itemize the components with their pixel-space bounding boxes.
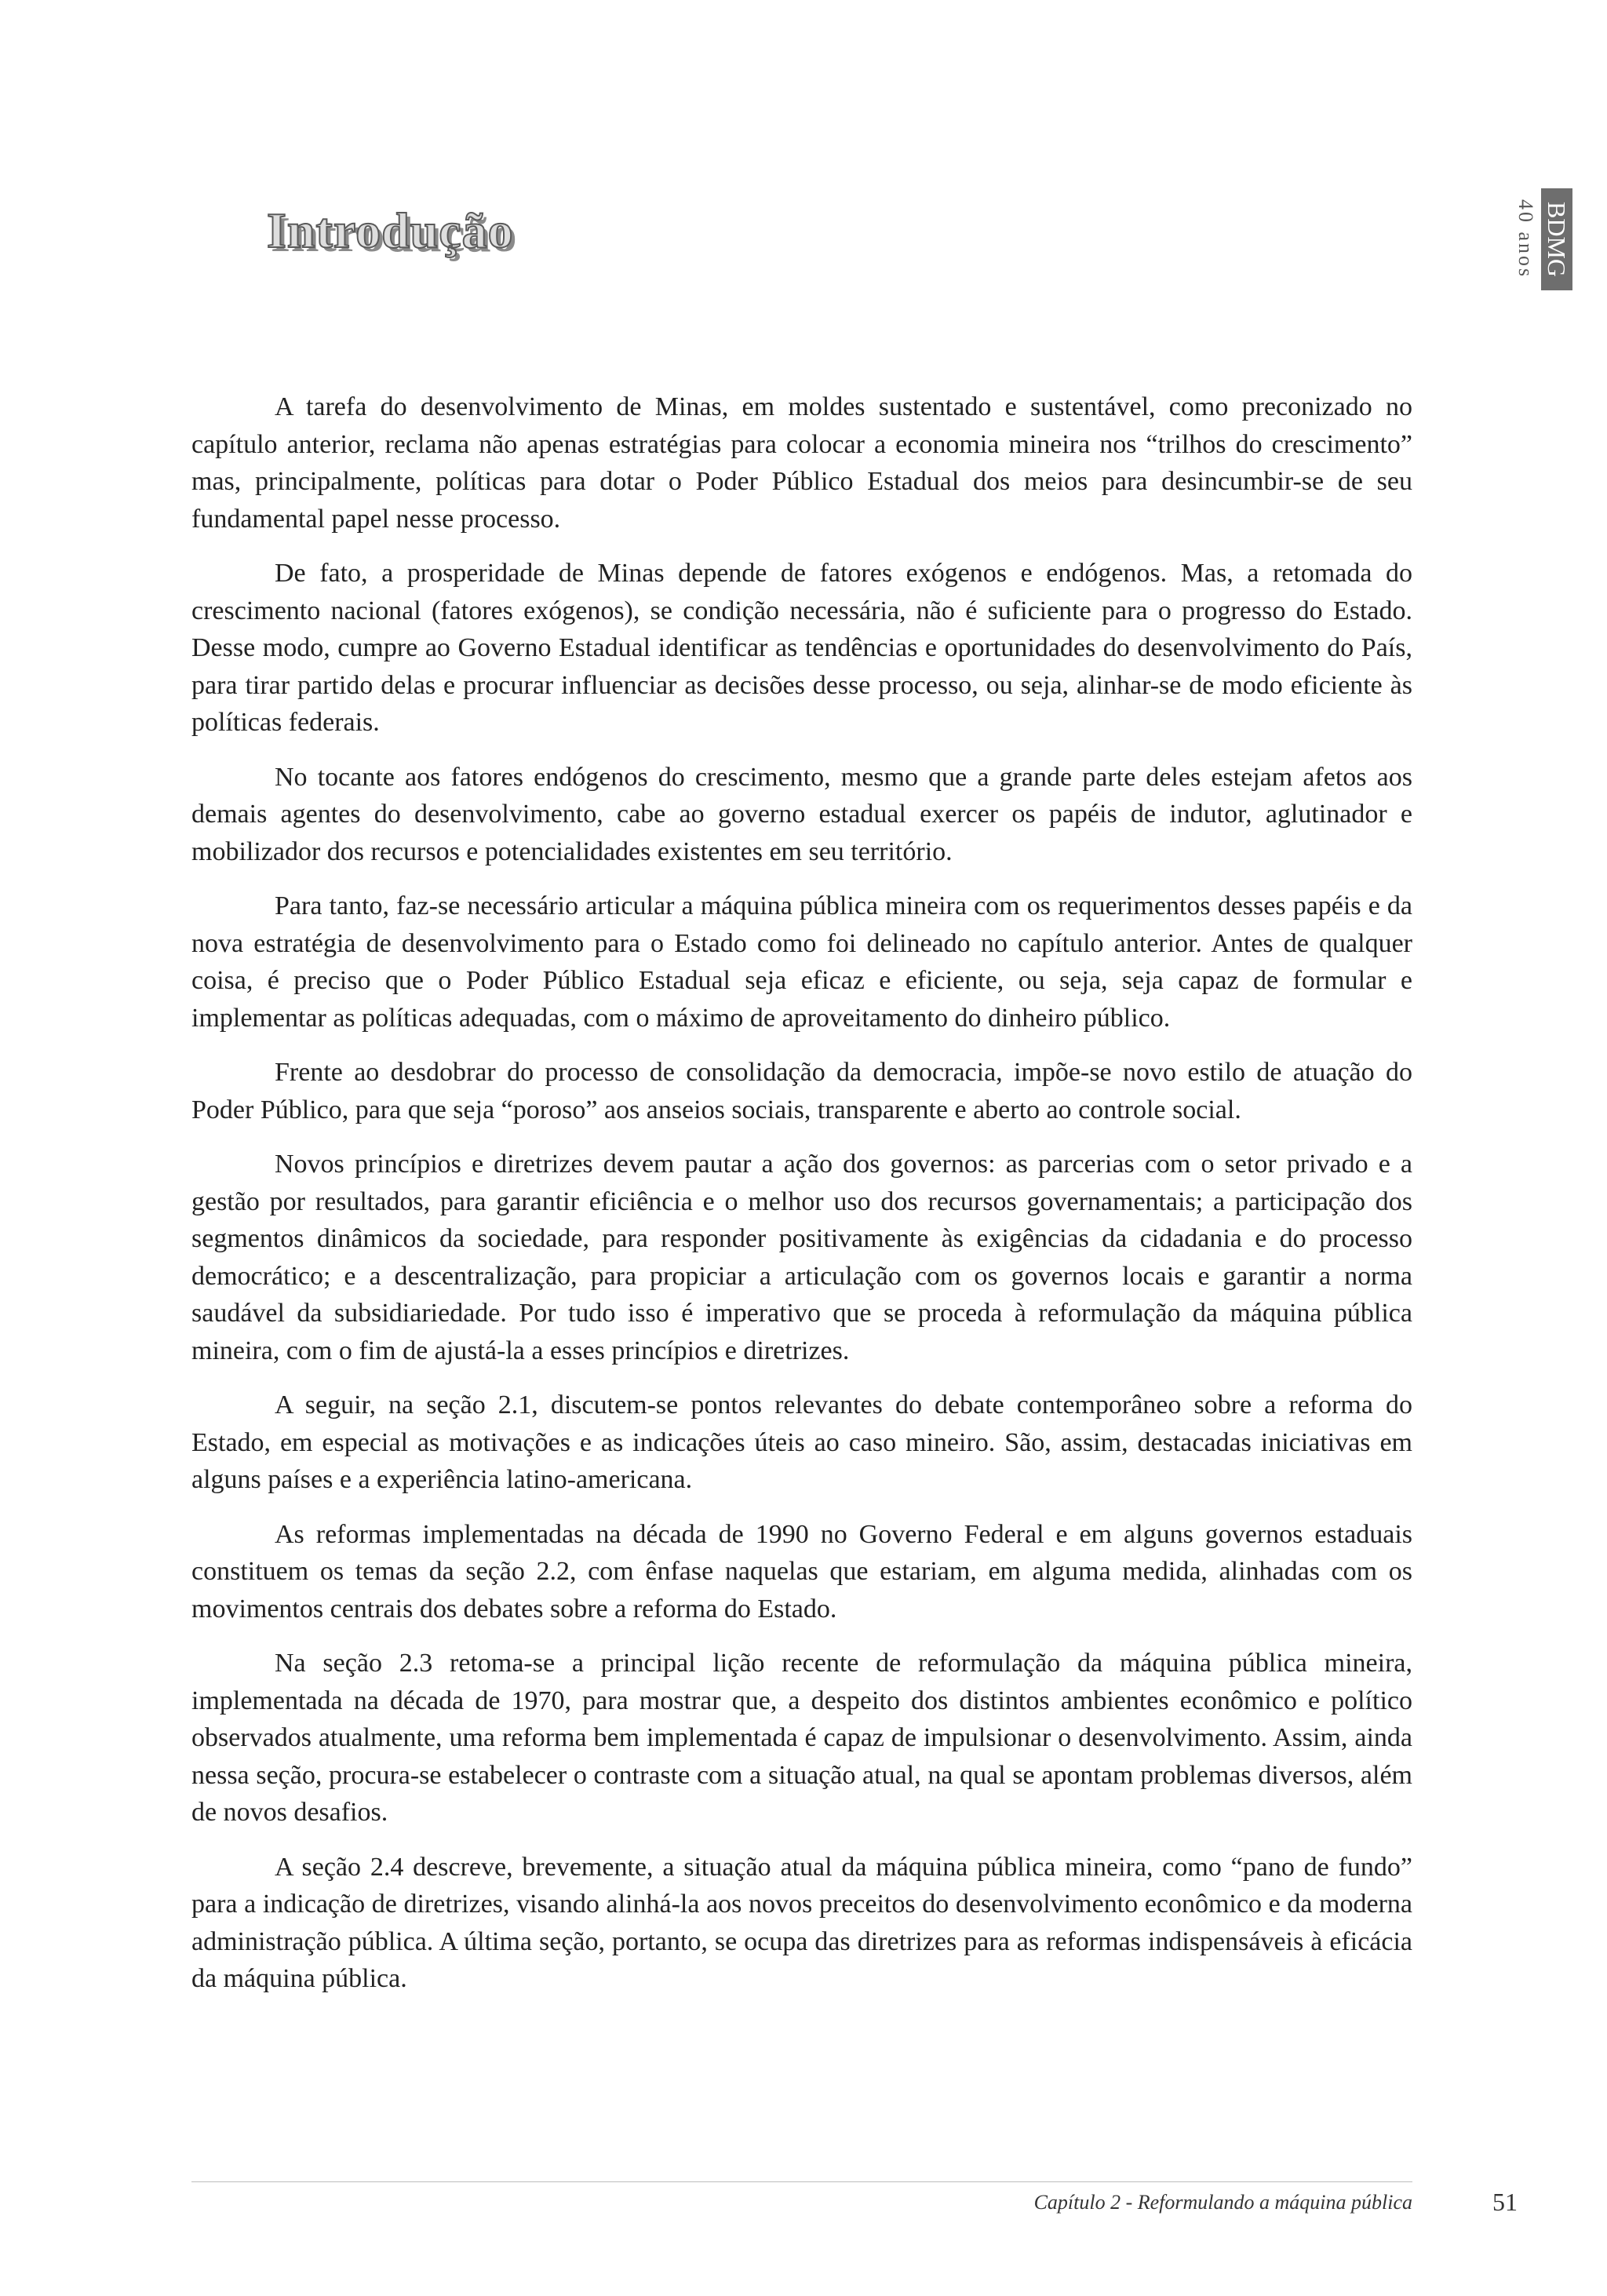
paragraph: No tocante aos fatores endógenos do crescimento, mesmo que a grande parte deles estejam afetos aos demais agentes do desenvolvimento, cabe ao governo estadual exercer os papéis de indutor, aglutinador e mobilizador dos recursos e potencialidades existentes em seu território. (191, 762, 1412, 866)
paragraph: As reformas implementadas na década de 1990 no Governo Federal e em alguns governos estaduais constituem os temas da seção 2.2, com ênfase naquelas que estariam, em alguma medida, alinhadas com os movimentos centrais dos debates sobre a reforma do Estado. (191, 1519, 1412, 1624)
paragraph: A seguir, na seção 2.1, discutem-se pontos relevantes do debate contemporâneo sobre a reforma do Estado, em especial as motivações e as indicações úteis ao caso mineiro. São, assim, destacadas iniciativas em alguns países e a experiência latino-americana. (191, 1390, 1412, 1494)
running-head: Capítulo 2 - Reformulando a máquina pública (1033, 2191, 1412, 2214)
body-text (191, 388, 1412, 2015)
chapter-title: Introdução (267, 202, 514, 258)
paragraph: Para tanto, faz-se necessário articular a máquina pública mineira com os requerimentos desses papéis e da nova estratégia de desenvolvimento para o Estado como foi delineado no capítulo anterior. Antes de qualquer coisa, é preciso que o Poder Público Estadual seja eficaz e eficiente, ou seja, seja capaz de formular e implementar as políticas adequadas, com o máximo de aproveitamento do dinheiro público. (191, 891, 1412, 1033)
side-tab-subtitle: 40 anos (1514, 199, 1537, 279)
page-number: 51 (1492, 2188, 1518, 2216)
paragraph: Na seção 2.3 retoma-se a principal lição recente de reformulação da máquina pública mineira, implementada na década de 1970, para mostrar que, a despeito dos distintos ambientes econômico e político observados atualmente, uma reforma bem implementada é capaz de impulsionar o desenvolvimento. Assim, ainda nessa seção, procura-se estabelecer o contraste com a situação atual, na qual se apontam problemas diversos, além de novos desafios. (191, 1649, 1412, 1827)
paragraph: A seção 2.4 descreve, brevemente, a situação atual da máquina pública mineira, como “pano de fundo” para a indicação de diretrizes, visando alinhá-la aos novos preceitos do desenvolvimento econômico e da moderna administração pública. A última seção, portanto, se ocupa das diretrizes para as reformas indispensáveis à eficácia da máquina pública. (191, 1852, 1412, 1993)
paragraph: Frente ao desdobrar do processo de consolidação da democracia, impõe-se novo estilo de atuação do Poder Público, para que seja “poroso” aos anseios sociais, transparente e aberto ao controle social. (191, 1058, 1412, 1124)
paragraph: Novos princípios e diretrizes devem pautar a ação dos governos: as parcerias com o setor privado e a gestão por resultados, para garantir eficiência e o melhor uso dos recursos governamentais; a participação dos segmentos dinâmicos da sociedade, para responder positivamente às exigências da cidadania e do processo democrático; e a descentralização, para propiciar a articulação com os governos locais e garantir a norma saudável da subsidiariedade. Por tudo isso é imperativo que se proceda à reformulação da máquina pública mineira, com o fim de ajustá-la a esses princípios e diretrizes. (191, 1150, 1412, 1365)
side-tab-code: BDMG (1543, 201, 1571, 277)
side-tab (1507, 188, 1572, 293)
footer-divider (191, 2181, 1412, 2182)
paragraph: A tarefa do desenvolvimento de Minas, em moldes sustentado e sustentável, como preconizado no capítulo anterior, reclama não apenas estratégias para colocar a economia mineira nos “trilhos do crescimento” mas, principalmente, políticas para dotar o Poder Público Estadual dos meios para desincumbir-se de seu fundamental papel nesse processo. (191, 392, 1412, 534)
paragraph: De fato, a prosperidade de Minas depende de fatores exógenos e endógenos. Mas, a retomada do crescimento nacional (fatores exógenos), se condição necessária, não é suficiente para o progresso do Estado. Desse modo, cumpre ao Governo Estadual identificar as tendências e oportunidades do desenvolvimento do País, para tirar partido delas e procurar influenciar as decisões desse processo, ou seja, alinhar-se de modo eficiente às políticas federais. (191, 559, 1412, 737)
